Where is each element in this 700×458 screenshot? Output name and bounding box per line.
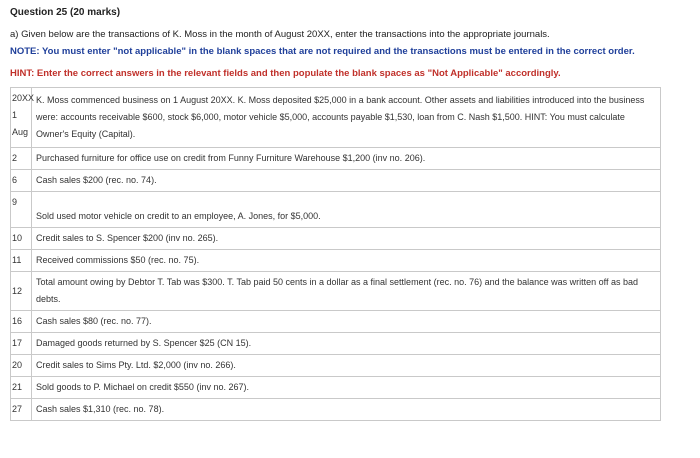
transaction-description: Cash sales $80 (rec. no. 77).: [32, 311, 661, 333]
transaction-date: [11, 170, 32, 192]
transaction-date-line: 12: [12, 285, 23, 296]
transaction-description: Damaged goods returned by S. Spencer $25 (CN 15).: [32, 333, 661, 355]
transaction-description: Sold goods to P. Michael on credit $550 (inv no. 267).: [32, 377, 661, 399]
transaction-row: [11, 170, 661, 192]
transaction-description: Cash sales $1,310 (rec. no. 78).: [32, 399, 661, 421]
transaction-date-line: 27: [12, 404, 23, 414]
transaction-row: [11, 88, 661, 148]
transaction-date: [11, 311, 32, 333]
transaction-row: [11, 148, 661, 170]
transaction-description: Cash sales $200 (rec. no. 74).: [32, 170, 661, 192]
transaction-description: Credit sales to S. Spencer $200 (inv no. 265).: [32, 228, 661, 250]
transaction-date: [11, 148, 32, 170]
transaction-row: [11, 192, 661, 228]
transaction-description: Credit sales to Sims Pty. Ltd. $2,000 (inv no. 266).: [32, 355, 661, 377]
transaction-description: Received commissions $50 (rec. no. 75).: [32, 250, 661, 272]
transaction-date-line: 2: [12, 153, 18, 163]
transaction-row: [11, 399, 661, 421]
transaction-date-line: 11: [12, 255, 22, 265]
question-title: Question 25 (20 marks): [10, 7, 121, 18]
transaction-description: Sold used motor vehicle on credit to an employee, A. Jones, for $5,000.: [32, 192, 661, 228]
question-intro: a) Given below are the transactions of K. Moss in the month of August 20XX, enter the transactions into the appropriate journals.: [10, 29, 550, 40]
transaction-row: [11, 250, 661, 272]
transaction-date-line: 20: [12, 360, 23, 370]
transaction-date-line: 9: [12, 197, 18, 207]
transaction-row: [11, 311, 661, 333]
transaction-date: [11, 192, 32, 228]
transaction-date: [11, 355, 32, 377]
transaction-description: Total amount owing by Debtor T. Tab was $300. T. Tab paid 50 cents in a dollar as a final settlement (rec. no. 76) and the balance was written off as bad debts.: [32, 272, 661, 311]
transaction-row: [11, 228, 661, 250]
transaction-date: [11, 399, 32, 421]
transaction-row: [11, 272, 661, 311]
transaction-date: [11, 272, 32, 311]
transaction-date: [11, 377, 32, 399]
transaction-description: Purchased furniture for office use on credit from Funny Furniture Warehouse $1,200 (inv no. 206).: [32, 148, 661, 170]
transaction-date-line: 6: [12, 175, 18, 185]
transaction-date-line: 16: [12, 316, 23, 326]
transaction-date-line: 17: [12, 338, 23, 348]
transaction-date-line: 10: [12, 233, 23, 243]
question-hint: HINT: Enter the correct answers in the relevant fields and then populate the blank spaces as "Not Applicable" accordingly.: [10, 68, 561, 79]
transactions-table: [10, 87, 661, 421]
transaction-description: K. Moss commenced business on 1 August 20XX. K. Moss deposited $25,000 in a bank account. Other assets and liabilities introduced into the business were: accounts receivable $600, stock $6,000, motor vehicle $5,000, accounts payable $1,530, loan from C. Nash $1,500. HINT: You must calculate Owner's Equity (Capital).: [32, 88, 661, 148]
transaction-date-line: 21: [12, 382, 23, 392]
transaction-row: [11, 355, 661, 377]
transaction-date-line: 20XX: [12, 93, 35, 103]
transaction-row: [11, 333, 661, 355]
transaction-row: [11, 377, 661, 399]
transaction-date-line: Aug: [12, 127, 29, 137]
transaction-date: [11, 88, 35, 148]
question-note: NOTE: You must enter "not applicable" in the blank spaces that are not required and the transactions must be entered in the correct order.: [10, 46, 635, 57]
transaction-date: [11, 333, 32, 355]
transaction-date-line: 1: [12, 110, 18, 120]
transaction-date: [11, 228, 32, 250]
transaction-date: [11, 250, 32, 272]
